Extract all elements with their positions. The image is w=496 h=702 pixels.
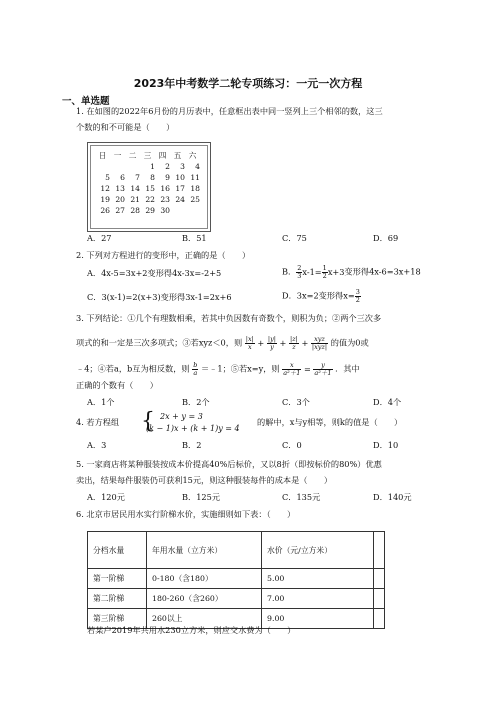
q3-line3-start: ﹣4；④若a，b互为相反数，则	[76, 363, 190, 374]
q1-option-b[interactable]: B．51	[182, 233, 207, 243]
q4-suffix: 的解中，x与y相等，则k的值是（ ）	[257, 417, 403, 427]
q2-option-b-formula: $\frac{2}{3}$ x-1= $\frac{1}{2}$ x+3	[297, 264, 345, 280]
table-empty-cell	[374, 532, 385, 569]
q5-option-d[interactable]: D．140元	[373, 492, 412, 502]
calendar-day: 14	[130, 184, 140, 193]
q4-option-a[interactable]: A．3	[87, 440, 107, 450]
calendar-day: 29	[145, 206, 155, 215]
table-empty-cell	[374, 589, 385, 609]
calendar-day: 22	[145, 195, 155, 204]
calendar-header-cell: 四	[158, 151, 167, 160]
table-cell: 7.00	[262, 589, 374, 609]
calendar-day	[185, 205, 200, 216]
table-row	[88, 589, 385, 609]
q3-line3-end: ．其中	[335, 363, 360, 374]
q3-line2-end: 的值为0或	[330, 337, 369, 348]
calendar-day: 27	[115, 206, 125, 215]
q4-equation-system	[146, 411, 240, 435]
calendar-day: 5	[105, 173, 110, 182]
q3-option-b[interactable]: B．2个	[182, 397, 210, 407]
q1-line2: 个数的和不可能是（ ）	[76, 122, 175, 132]
table-cell: 260以上	[147, 609, 262, 629]
table-cell: 180-260（含260）	[147, 589, 262, 609]
calendar-header-cell: 五	[173, 151, 182, 160]
q3-line4: 正确的个数有（ ）	[76, 380, 158, 390]
calendar-day: 16	[160, 184, 170, 193]
table-cell: 第一阶梯	[88, 569, 147, 589]
q2-option-b[interactable]	[282, 265, 421, 280]
q2-option-d[interactable]	[282, 289, 361, 304]
q2-option-a[interactable]: A．4x-5=3x+2变形得4x-3x=-2+5	[87, 268, 222, 278]
calendar-day: 1	[150, 162, 155, 171]
q1-option-a[interactable]: A．27	[87, 233, 112, 243]
calendar-header-cell: 日	[98, 151, 107, 160]
q2-option-b-prefix: B．	[282, 266, 297, 277]
table-cell: 第二阶梯	[88, 589, 147, 609]
calendar-day: 12	[100, 184, 110, 193]
q3-option-c[interactable]: C．3个	[282, 397, 310, 407]
table-empty-cell	[374, 569, 385, 589]
table-header-cell: 分档水量	[88, 532, 147, 569]
q5-option-a[interactable]: A．120元	[87, 492, 125, 502]
calendar-header-cell: 六	[188, 151, 197, 160]
q6-follow-up: 若某户2019年共用水230立方米，则应交水费为（ ）	[87, 625, 296, 635]
q1-line1: 1. 在如图的2022年6月份的月历表中，任意框出表中同一竖列上三个相邻的数，这三	[76, 106, 383, 116]
q4-option-b[interactable]: B．2	[182, 440, 202, 450]
q4-option-d[interactable]: D．10	[373, 440, 399, 450]
q3-line1: 3. 下列结论：①几个有理数相乘，若其中负因数有奇数个，则积为负；②两个三次多	[76, 313, 382, 323]
calendar-day: 17	[175, 184, 185, 193]
q5-option-b[interactable]: B．125元	[182, 492, 221, 502]
q3-option-a[interactable]: A．1个	[87, 397, 115, 407]
calendar-day: 4	[195, 162, 200, 171]
calendar-day: 3	[180, 162, 185, 171]
calendar-box	[87, 142, 211, 232]
q2-option-c[interactable]: C．3(x-1)=2(x+3)变形得3x-1=2x+6	[87, 292, 232, 302]
calendar-day: 19	[100, 195, 110, 204]
calendar-header-cell: 二	[128, 151, 137, 160]
calendar-day: 6	[120, 173, 125, 182]
calendar-day: 21	[130, 195, 140, 204]
q1-option-d[interactable]: D．69	[373, 233, 399, 243]
table-cell: 5.00	[262, 569, 374, 589]
q2-option-d-text: D．3x=2变形得x=	[282, 290, 355, 301]
table-cell: 第三阶梯	[88, 609, 147, 629]
calendar-day: 28	[130, 206, 140, 215]
calendar-day: 30	[160, 206, 170, 215]
table-row	[88, 569, 385, 589]
table-cell: 0-180（含180）	[147, 569, 262, 589]
calendar-day: 23	[160, 195, 170, 204]
calendar-table	[95, 150, 200, 216]
calendar-day: 11	[190, 173, 200, 182]
q5-option-c[interactable]: C．135元	[282, 492, 321, 502]
table-header-cell: 年用水量（立方米）	[147, 532, 262, 569]
q5-line1: 5. 一家商店将某种服装按成本价提高40%后标价，又以8折（即按标价的80%）优惠	[76, 459, 382, 469]
calendar-day: 13	[115, 184, 125, 193]
q4-option-c[interactable]: C．0	[282, 440, 302, 450]
q1-option-c[interactable]: C．75	[282, 233, 307, 243]
q3-line3-mid: ＝﹣1；⑤若x=y，则	[200, 363, 280, 374]
table-header-row	[88, 532, 385, 569]
q4-eq1: 2x + y = 3	[160, 412, 203, 421]
calendar-day: 18	[190, 184, 200, 193]
table-empty-cell	[374, 609, 385, 629]
table-header-cell: 水价（元/立方米）	[262, 532, 374, 569]
q3-line2-start: 项式的和一定是三次多项式；③若xyz＜0，则	[76, 337, 243, 348]
calendar-day: 8	[150, 173, 155, 182]
calendar-day: 26	[100, 206, 110, 215]
q5-line2: 卖出，结果每件服装仍可获利15元，则这种服装每件的成本是（ ）	[76, 475, 333, 485]
table-cell: 9.00	[262, 609, 374, 629]
q3-b-over-a: $\frac{b}{a}$	[193, 361, 198, 377]
calendar-header-cell: 三	[143, 151, 152, 160]
q3-line3	[76, 362, 360, 377]
calendar-day: 25	[190, 195, 200, 204]
calendar-day: 9	[165, 173, 170, 182]
q2-stem: 2. 下列对方程进行的变形中，正确的是（ ）	[76, 250, 251, 260]
page-title: 2023年中考数学二轮专项练习：一元一次方程	[133, 77, 363, 90]
calendar-day: 20	[115, 195, 125, 204]
calendar-day	[95, 161, 110, 172]
calendar-day	[110, 161, 125, 172]
calendar-day: 7	[135, 173, 140, 182]
q2-option-d-fraction: $\frac{3}{2}$	[355, 288, 360, 304]
calendar-day: 15	[145, 184, 155, 193]
calendar-day	[170, 205, 185, 216]
q4-eq2: (k − 1)x + (k + 1)y = 4	[146, 424, 240, 433]
calendar-day: 10	[175, 173, 185, 182]
q6-stem: 6. 北京市居民用水实行阶梯水价，实施细则如下表：（ ）	[76, 509, 296, 519]
q2-option-b-suffix: 变形得4x-6=3x+18	[344, 266, 421, 277]
calendar-header-cell: 一	[113, 151, 122, 160]
water-price-table	[87, 531, 385, 629]
calendar-day: 2	[165, 162, 170, 171]
q4-prefix: 4. 若方程组	[76, 417, 120, 427]
q3-xy-fraction: $\frac{x}{\text{a²＋1}}$ = $\frac{y}{\text{a²＋1}}$	[283, 361, 332, 377]
section-heading: 一、单选题	[62, 96, 110, 107]
q3-option-d[interactable]: D．4个	[373, 397, 402, 407]
q3-line2	[76, 336, 369, 351]
q3-abs-expression: $\frac{|x|}{x}$ + $\frac{|y|}{y}$ + $\frac{|z|}{z}$ + $\frac{\text{xyz}}{\text{|xyz|}}$	[245, 335, 328, 351]
calendar-day: 24	[175, 195, 185, 204]
system-brace-icon: {	[141, 409, 155, 434]
calendar-day	[125, 161, 140, 172]
